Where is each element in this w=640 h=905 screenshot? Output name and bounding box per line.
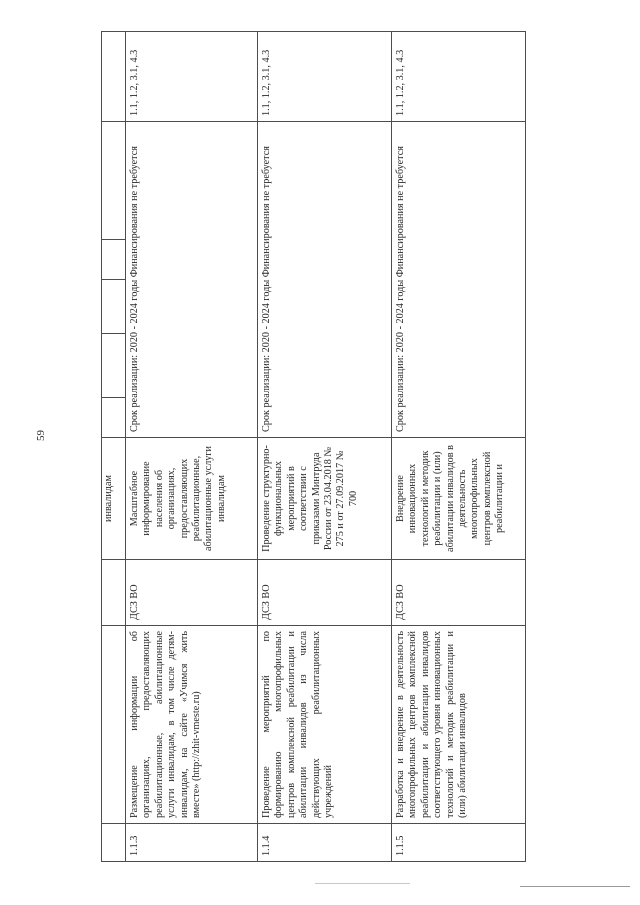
event-name: Разработка и внедрение в деятельность многопрофильных центров комплексной реабилитации и абилитации инвалидов соответствующего уровня инновационных технологий и методик реабилитации и (или) абилитации инвалидов — [392, 626, 526, 824]
indicator-link: 1.1, 1.2, 3.1, 4.3 — [392, 32, 526, 122]
page-number: 59 — [35, 430, 47, 441]
continuation-cell — [102, 280, 126, 334]
continuation-cell — [102, 334, 126, 398]
row-number: 1.1.5 — [392, 824, 526, 862]
row-number: 1.1.4 — [258, 824, 392, 862]
continuation-cell — [102, 626, 126, 824]
executor: ДСЗ ВО — [258, 560, 392, 626]
table-row — [392, 32, 526, 862]
scan-artifact-line — [520, 886, 630, 887]
scan-artifact-line — [315, 883, 410, 884]
executor: ДСЗ ВО — [392, 560, 526, 626]
row-number: 1.1.3 — [126, 824, 258, 862]
continuation-cell — [102, 32, 126, 122]
continuation-cell — [102, 824, 126, 862]
rotated-table-wrapper — [101, 32, 525, 862]
funding-info: Срок реализации: 2020 - 2024 годы Финансирования не требуется — [126, 122, 258, 438]
funding-info: Срок реализации: 2020 - 2024 годы Финансирования не требуется — [258, 122, 392, 438]
expected-result: Масштабное информирование населения об организациях, предоставляющих реабилитационные, абилитационные услуги инвалидам — [126, 438, 258, 560]
table-row — [258, 32, 392, 862]
measures-table — [101, 31, 526, 862]
event-name: Размещение информации об организациях, предоставляющих реабилитационные, абилитационные услуги инвалидам, в том числе детям-инвалидам, на сайте «Учимся жить вместе» (http://zhit-vmeste.ru) — [126, 626, 258, 824]
continuation-indicators: инвалидам — [102, 438, 126, 560]
continuation-cell — [102, 560, 126, 626]
table-row — [126, 32, 258, 862]
event-name: Проведение мероприятий по формированию многопрофильных центров комплексной реабилитации и абилитации инвалидов из числа действующих реабилитационных учреждений — [258, 626, 392, 824]
continuation-cell — [102, 240, 126, 280]
continuation-cell — [102, 398, 126, 438]
continuation-cell — [102, 122, 126, 240]
continuation-row — [102, 32, 126, 862]
indicator-link: 1.1, 1.2, 3.1, 4.3 — [258, 32, 392, 122]
indicator-link: 1.1, 1.2, 3.1, 4.3 — [126, 32, 258, 122]
expected-result: Проведение структурно-функциональных мероприятий в соответствии с приказами Минтруда России от 23.04.2018 № 275 и от 27.09.2017 № 700 — [258, 438, 392, 560]
executor: ДСЗ ВО — [126, 560, 258, 626]
expected-result: Внедрение инновационных технологий и методик реабилитации и (или) абилитации инвалидов в деятельность многопрофильных центров комплексной реабилитации и — [392, 438, 526, 560]
funding-info: Срок реализации: 2020 - 2024 годы Финансирования не требуется — [392, 122, 526, 438]
